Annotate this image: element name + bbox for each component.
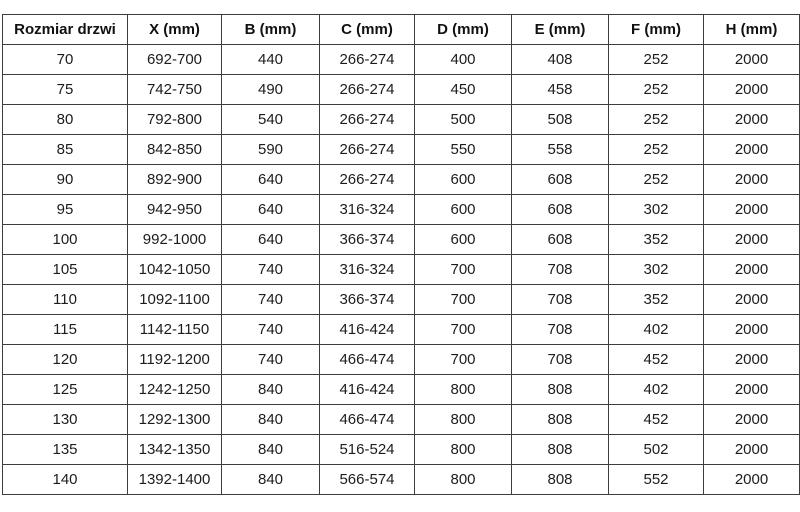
- table-cell: 302: [609, 195, 704, 225]
- table-cell: 2000: [704, 435, 800, 465]
- table-row: [3, 465, 800, 495]
- table-cell: 608: [512, 165, 609, 195]
- table-row: [3, 135, 800, 165]
- table-cell: 2000: [704, 315, 800, 345]
- table-cell: 252: [609, 75, 704, 105]
- table-cell: 708: [512, 345, 609, 375]
- table-cell: 1092-1100: [128, 285, 222, 315]
- table-cell: 640: [222, 195, 320, 225]
- table-cell: 2000: [704, 285, 800, 315]
- table-cell: 808: [512, 435, 609, 465]
- table-cell: 942-950: [128, 195, 222, 225]
- table-cell: 540: [222, 105, 320, 135]
- table-cell: 600: [415, 225, 512, 255]
- table-cell: 516-524: [320, 435, 415, 465]
- table-cell: 800: [415, 435, 512, 465]
- table-cell: 402: [609, 375, 704, 405]
- table-cell: 252: [609, 45, 704, 75]
- table-cell: 440: [222, 45, 320, 75]
- table-cell: 252: [609, 135, 704, 165]
- table-cell: 2000: [704, 75, 800, 105]
- table-cell: 558: [512, 135, 609, 165]
- table-cell: 466-474: [320, 345, 415, 375]
- table-cell: 1192-1200: [128, 345, 222, 375]
- table-cell: 608: [512, 225, 609, 255]
- door-size-table-container: [2, 14, 800, 495]
- table-row: [3, 285, 800, 315]
- table-cell: 302: [609, 255, 704, 285]
- table-cell: 742-750: [128, 75, 222, 105]
- table-cell: 800: [415, 465, 512, 495]
- table-cell: 740: [222, 345, 320, 375]
- table-cell: 2000: [704, 225, 800, 255]
- table-cell: 700: [415, 285, 512, 315]
- table-cell: 2000: [704, 135, 800, 165]
- table-cell: 740: [222, 315, 320, 345]
- table-cell: 1142-1150: [128, 315, 222, 345]
- table-cell: 550: [415, 135, 512, 165]
- table-cell: 408: [512, 45, 609, 75]
- table-cell: 402: [609, 315, 704, 345]
- table-cell: 566-574: [320, 465, 415, 495]
- table-cell: 266-274: [320, 165, 415, 195]
- table-cell: 608: [512, 195, 609, 225]
- table-cell: 266-274: [320, 75, 415, 105]
- table-cell: 2000: [704, 345, 800, 375]
- table-cell: 552: [609, 465, 704, 495]
- table-cell: 90: [3, 165, 128, 195]
- table-row: [3, 405, 800, 435]
- table-cell: 490: [222, 75, 320, 105]
- table-cell: 115: [3, 315, 128, 345]
- table-cell: 352: [609, 225, 704, 255]
- table-cell: 100: [3, 225, 128, 255]
- table-cell: 640: [222, 225, 320, 255]
- table-body: [3, 45, 800, 495]
- table-row: [3, 225, 800, 255]
- table-cell: 740: [222, 255, 320, 285]
- table-cell: 2000: [704, 405, 800, 435]
- table-cell: 840: [222, 465, 320, 495]
- door-size-table: [2, 14, 800, 495]
- table-cell: 840: [222, 435, 320, 465]
- table-cell: 700: [415, 345, 512, 375]
- table-cell: 590: [222, 135, 320, 165]
- table-cell: 140: [3, 465, 128, 495]
- table-cell: 2000: [704, 165, 800, 195]
- column-header-h-mm: H (mm): [704, 15, 800, 45]
- column-header-x-mm: X (mm): [128, 15, 222, 45]
- table-cell: 120: [3, 345, 128, 375]
- table-cell: 808: [512, 405, 609, 435]
- table-cell: 708: [512, 315, 609, 345]
- table-row: [3, 345, 800, 375]
- table-cell: 266-274: [320, 135, 415, 165]
- column-header-e-mm: E (mm): [512, 15, 609, 45]
- table-cell: 692-700: [128, 45, 222, 75]
- table-cell: 352: [609, 285, 704, 315]
- table-cell: 466-474: [320, 405, 415, 435]
- column-header-rozmiar-drzwi: Rozmiar drzwi: [3, 15, 128, 45]
- table-cell: 1342-1350: [128, 435, 222, 465]
- table-cell: 1392-1400: [128, 465, 222, 495]
- table-row: [3, 315, 800, 345]
- table-cell: 708: [512, 255, 609, 285]
- table-header-row: [3, 15, 800, 45]
- table-cell: 316-324: [320, 195, 415, 225]
- table-cell: 452: [609, 345, 704, 375]
- table-cell: 808: [512, 465, 609, 495]
- table-cell: 1292-1300: [128, 405, 222, 435]
- table-cell: 105: [3, 255, 128, 285]
- table-cell: 85: [3, 135, 128, 165]
- table-cell: 508: [512, 105, 609, 135]
- table-cell: 2000: [704, 195, 800, 225]
- table-cell: 2000: [704, 45, 800, 75]
- table-cell: 252: [609, 105, 704, 135]
- table-cell: 316-324: [320, 255, 415, 285]
- table-cell: 110: [3, 285, 128, 315]
- table-cell: 600: [415, 195, 512, 225]
- table-cell: 400: [415, 45, 512, 75]
- table-row: [3, 255, 800, 285]
- table-cell: 600: [415, 165, 512, 195]
- table-row: [3, 75, 800, 105]
- table-cell: 135: [3, 435, 128, 465]
- column-header-b-mm: B (mm): [222, 15, 320, 45]
- column-header-c-mm: C (mm): [320, 15, 415, 45]
- table-cell: 130: [3, 405, 128, 435]
- table-cell: 266-274: [320, 105, 415, 135]
- table-cell: 416-424: [320, 315, 415, 345]
- table-cell: 366-374: [320, 285, 415, 315]
- table-cell: 75: [3, 75, 128, 105]
- table-cell: 700: [415, 255, 512, 285]
- table-cell: 266-274: [320, 45, 415, 75]
- table-cell: 1042-1050: [128, 255, 222, 285]
- table-cell: 70: [3, 45, 128, 75]
- table-cell: 800: [415, 375, 512, 405]
- table-row: [3, 45, 800, 75]
- table-row: [3, 435, 800, 465]
- column-header-f-mm: F (mm): [609, 15, 704, 45]
- column-header-d-mm: D (mm): [415, 15, 512, 45]
- table-cell: 458: [512, 75, 609, 105]
- table-cell: 792-800: [128, 105, 222, 135]
- table-cell: 708: [512, 285, 609, 315]
- table-cell: 125: [3, 375, 128, 405]
- table-cell: 450: [415, 75, 512, 105]
- table-cell: 640: [222, 165, 320, 195]
- table-cell: 95: [3, 195, 128, 225]
- table-cell: 700: [415, 315, 512, 345]
- table-cell: 992-1000: [128, 225, 222, 255]
- table-cell: 842-850: [128, 135, 222, 165]
- table-cell: 252: [609, 165, 704, 195]
- table-cell: 366-374: [320, 225, 415, 255]
- table-cell: 740: [222, 285, 320, 315]
- table-row: [3, 105, 800, 135]
- table-cell: 800: [415, 405, 512, 435]
- table-cell: 502: [609, 435, 704, 465]
- table-cell: 2000: [704, 105, 800, 135]
- table-cell: 416-424: [320, 375, 415, 405]
- table-cell: 2000: [704, 465, 800, 495]
- table-cell: 2000: [704, 255, 800, 285]
- table-cell: 80: [3, 105, 128, 135]
- table-cell: 892-900: [128, 165, 222, 195]
- table-cell: 1242-1250: [128, 375, 222, 405]
- table-cell: 2000: [704, 375, 800, 405]
- table-cell: 840: [222, 405, 320, 435]
- table-row: [3, 195, 800, 225]
- table-cell: 452: [609, 405, 704, 435]
- table-row: [3, 375, 800, 405]
- table-cell: 808: [512, 375, 609, 405]
- table-row: [3, 165, 800, 195]
- table-cell: 840: [222, 375, 320, 405]
- table-cell: 500: [415, 105, 512, 135]
